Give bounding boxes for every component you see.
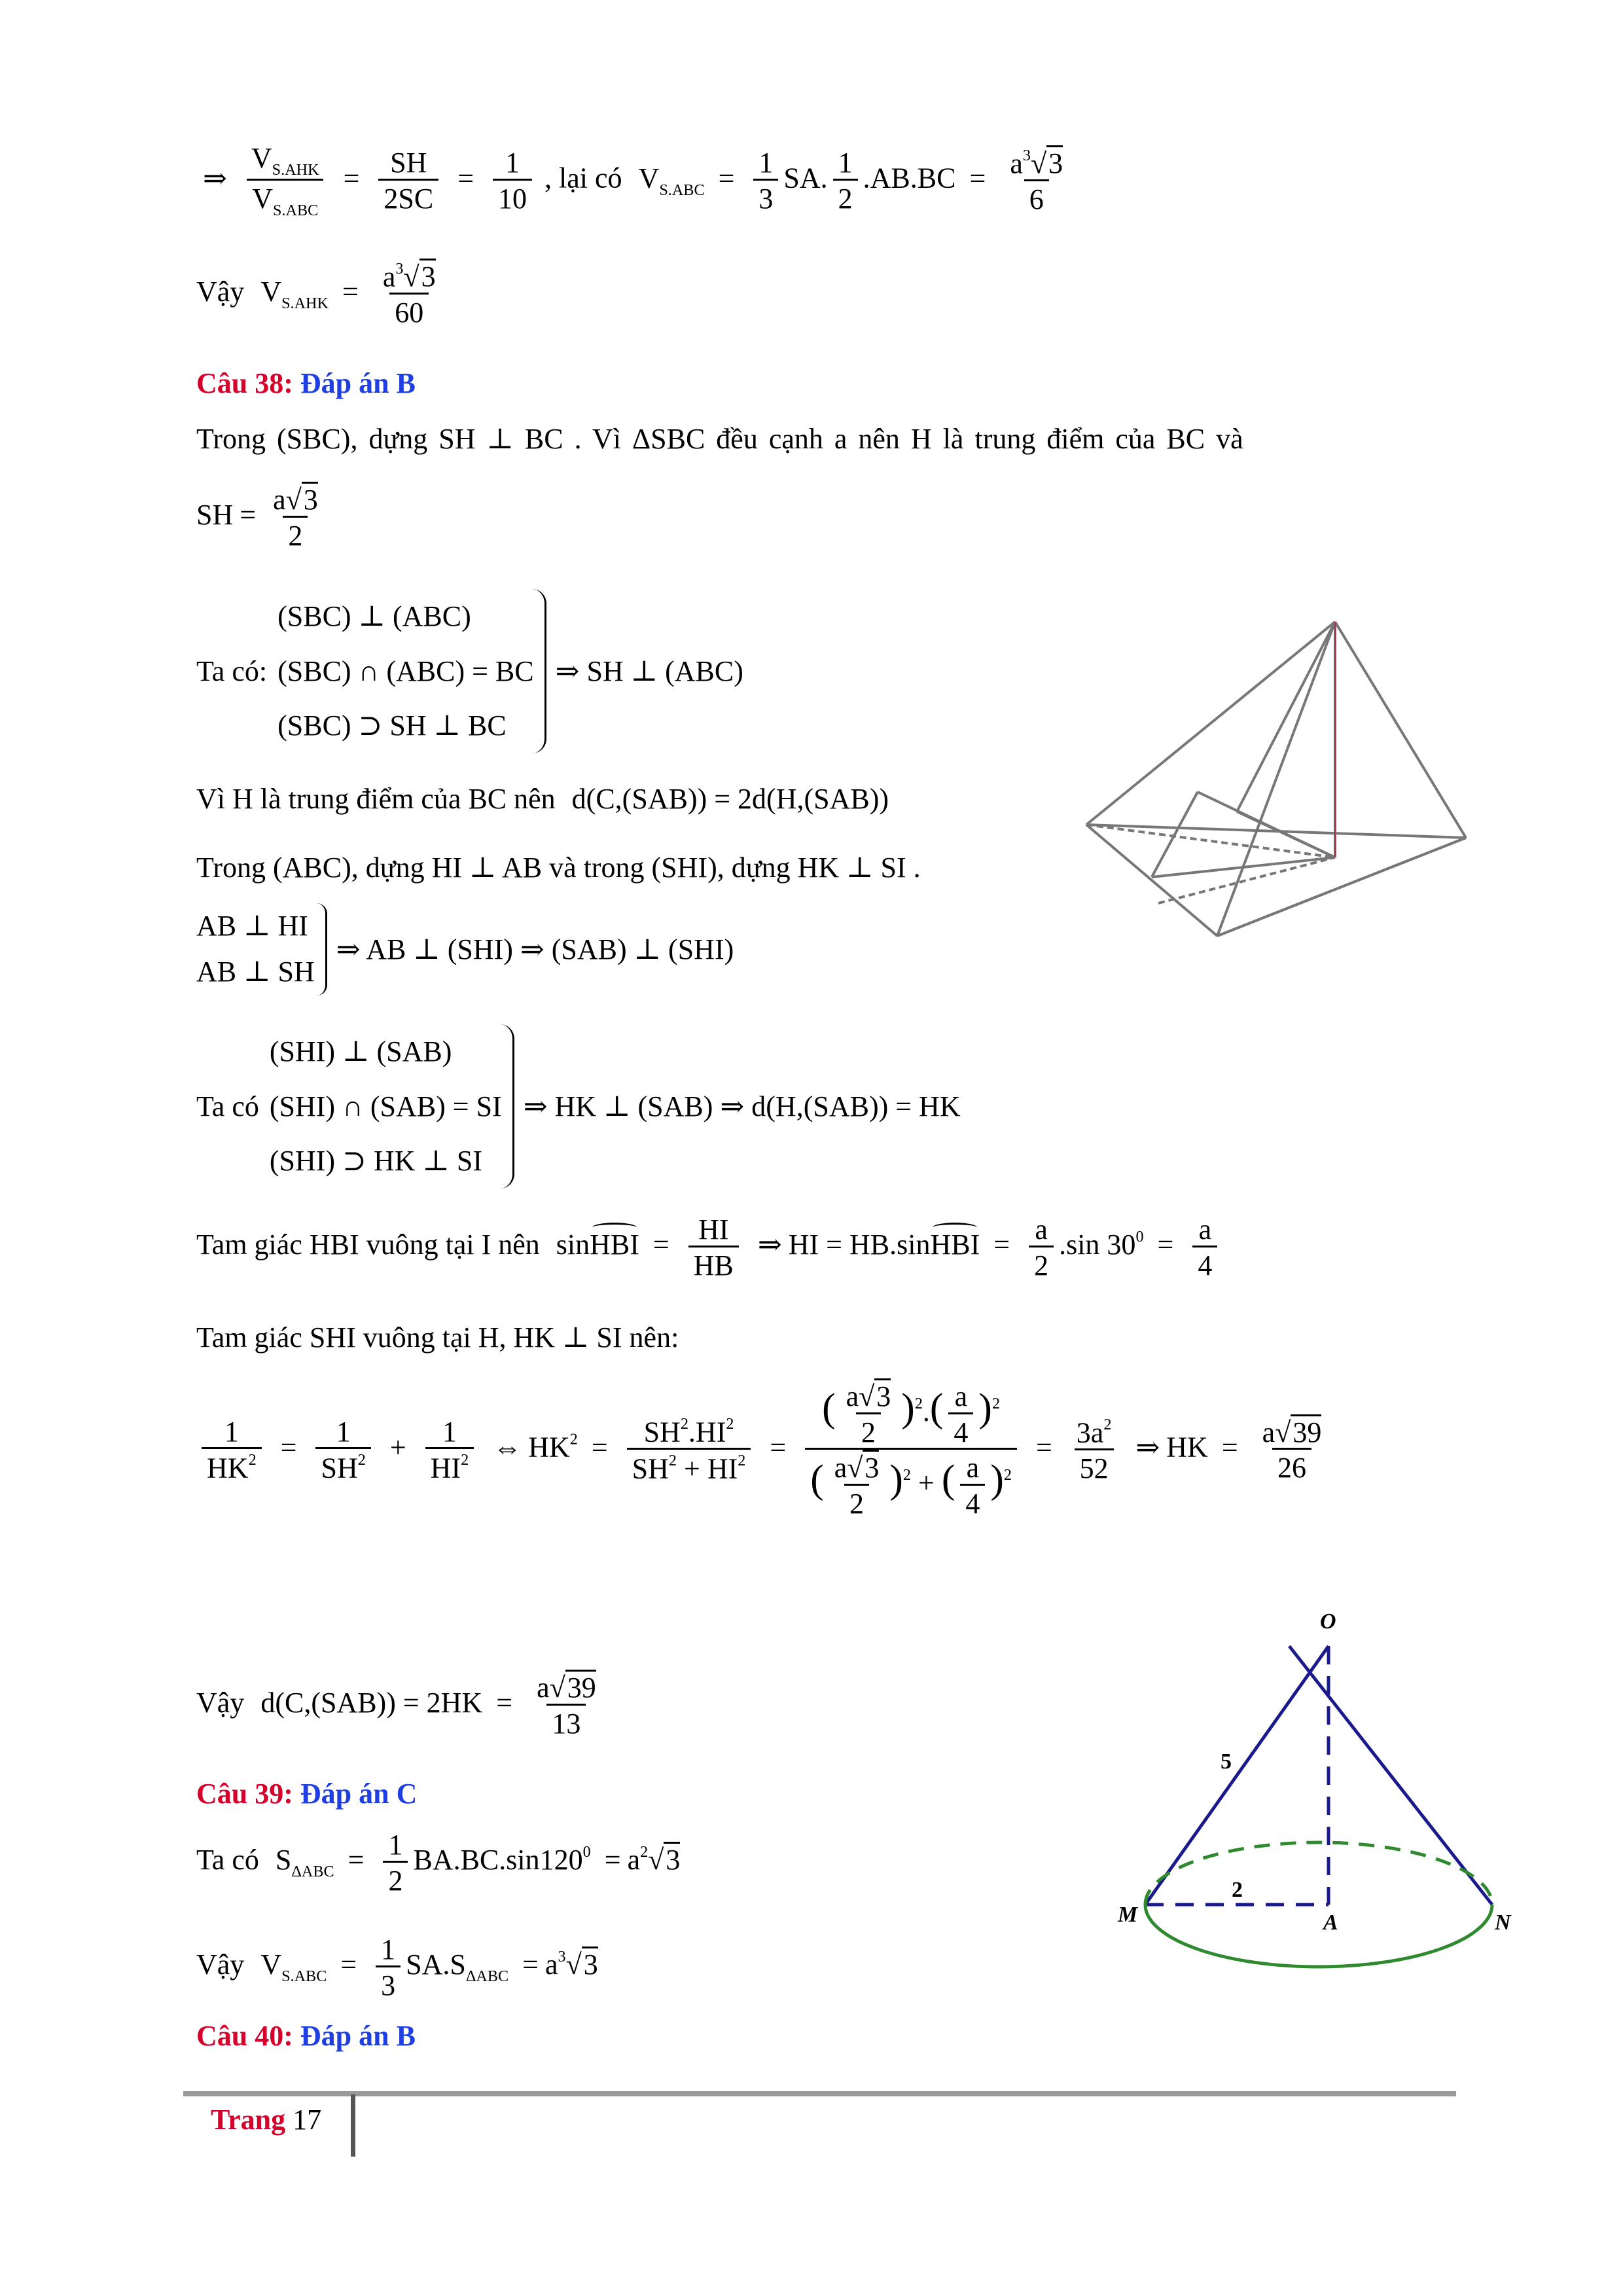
system-ab: AB ⊥ HI AB ⊥ SH ⇒ AB ⊥ (SHI) ⇒ (SAB) ⊥ (SHI) [196, 903, 734, 996]
system-shi-sab: Ta có (SHI) ⊥ (SAB) (SHI) ∩ (SAB) = SI (SHI) ⊃ HK ⊥ SI ⇒ HK ⊥ (SAB) ⇒ d(H,(SAB)) = HK [196, 1024, 961, 1189]
question-39-heading: Câu 39: Đáp án C [196, 1778, 418, 1810]
formula-SH: SH = $\frac{a√3}{2}$ [196, 484, 329, 551]
footer-page: Trang 17 [211, 2104, 322, 2136]
footer-divider [351, 2094, 355, 2157]
question-38-heading: Câu 38: Đáp án B [196, 367, 416, 399]
cone-figure [1060, 1597, 1511, 2003]
system-sbc-abc: Ta có: (SBC) ⊥ (ABC) (SBC) ∩ (ABC) = BC (SBC) ⊃ SH ⊥ BC ⇒ SH ⊥ (ABC) [196, 589, 743, 753]
text-cau38-line1: Trong (SBC), dựng SH ⊥ BC . Vì ΔSBC đều cạnh a nên H là trung điểm của BC và [196, 423, 1243, 455]
cone-label-M: M [1118, 1903, 1138, 1927]
question-40-heading: Câu 40: Đáp án B [196, 2020, 416, 2052]
cone-label-O: O [1320, 1609, 1336, 1634]
pyramid-figure [1073, 602, 1492, 969]
formula-HK: $\frac{1}{HK^2}$ = $\frac{1}{SH^2}$ + $\frac{1}{HI^2}$ ⇔ $HK^2$ = $\frac{SH^2.HI^2}{SH^2 + HI^2}$ = ( $\frac{a√3}{2}$ )$^2$.( $\frac{a}{4}$ )$^2$ ( $\frac{a√3}{2}$ )$^2$ + ( $\frac{a}{4}$ )$^2$ = $\frac{3a^2}{52}$ ⇒ HK = $\frac{a√39}{26}$ [196, 1381, 1332, 1519]
cone-label-A: A [1323, 1910, 1338, 1935]
text-cau38-distance: Vì H là trung điểm của BC nên d(C,(SAB)) = 2d(H,(SAB)) [196, 783, 889, 815]
cone-label-5: 5 [1221, 1749, 1232, 1774]
formula-HI: Tam giác HBI vuông tại I nên sinHBI = $\frac{HI}{HB}$ ⇒ HI = HB.sinHBI = $\frac{a}{2}$ .sin $30^0$ = $\frac{a}{4}$ [196, 1214, 1222, 1281]
text-shi-triangle: Tam giác SHI vuông tại H, HK ⊥ SI nên: [196, 1321, 679, 1354]
formula-area: Ta có $S_{\Delta ABC}$ = $\frac{1}{2}$ $BA.BC.\sin 120^0 = a^2√3$ [196, 1829, 681, 1897]
cone-label-2: 2 [1232, 1878, 1243, 1902]
formula-vay-volume: Vậy $V_{S.AHK}$ = $\frac{a^3√3}{60}$ [196, 260, 436, 329]
formula-distance-result: Vậy d(C,(SAB)) = 2HK = $\frac{a√39}{13}$ [196, 1672, 607, 1739]
formula-volume-39: Vậy $V_{S.ABC}$ = $\frac{1}{3}$ $SA.S_{\Delta ABC} = a^3√3$ [196, 1933, 598, 2001]
text-vay: Vậy [196, 275, 245, 308]
text-cau38-construct: Trong (ABC), dựng HI ⊥ AB và trong (SHI), dựng HK ⊥ SI . [196, 852, 921, 884]
cone-label-N: N [1495, 1910, 1511, 1935]
text-lai-co: , lại có [544, 162, 622, 194]
footer-rule [183, 2091, 1456, 2096]
formula-volume-ratio: ⇒ $\frac{V_{S.AHK}}{V_{S.ABC}}$ = $\frac{SH}{2SC}$ = $\frac{1}{10}$ , lại có $V_{S.ABC}$ = $\frac{1}{3}$ SA. $\frac{1}{2}$ .AB.BC = $\frac{a^3√3}{6}$ [203, 142, 1063, 219]
